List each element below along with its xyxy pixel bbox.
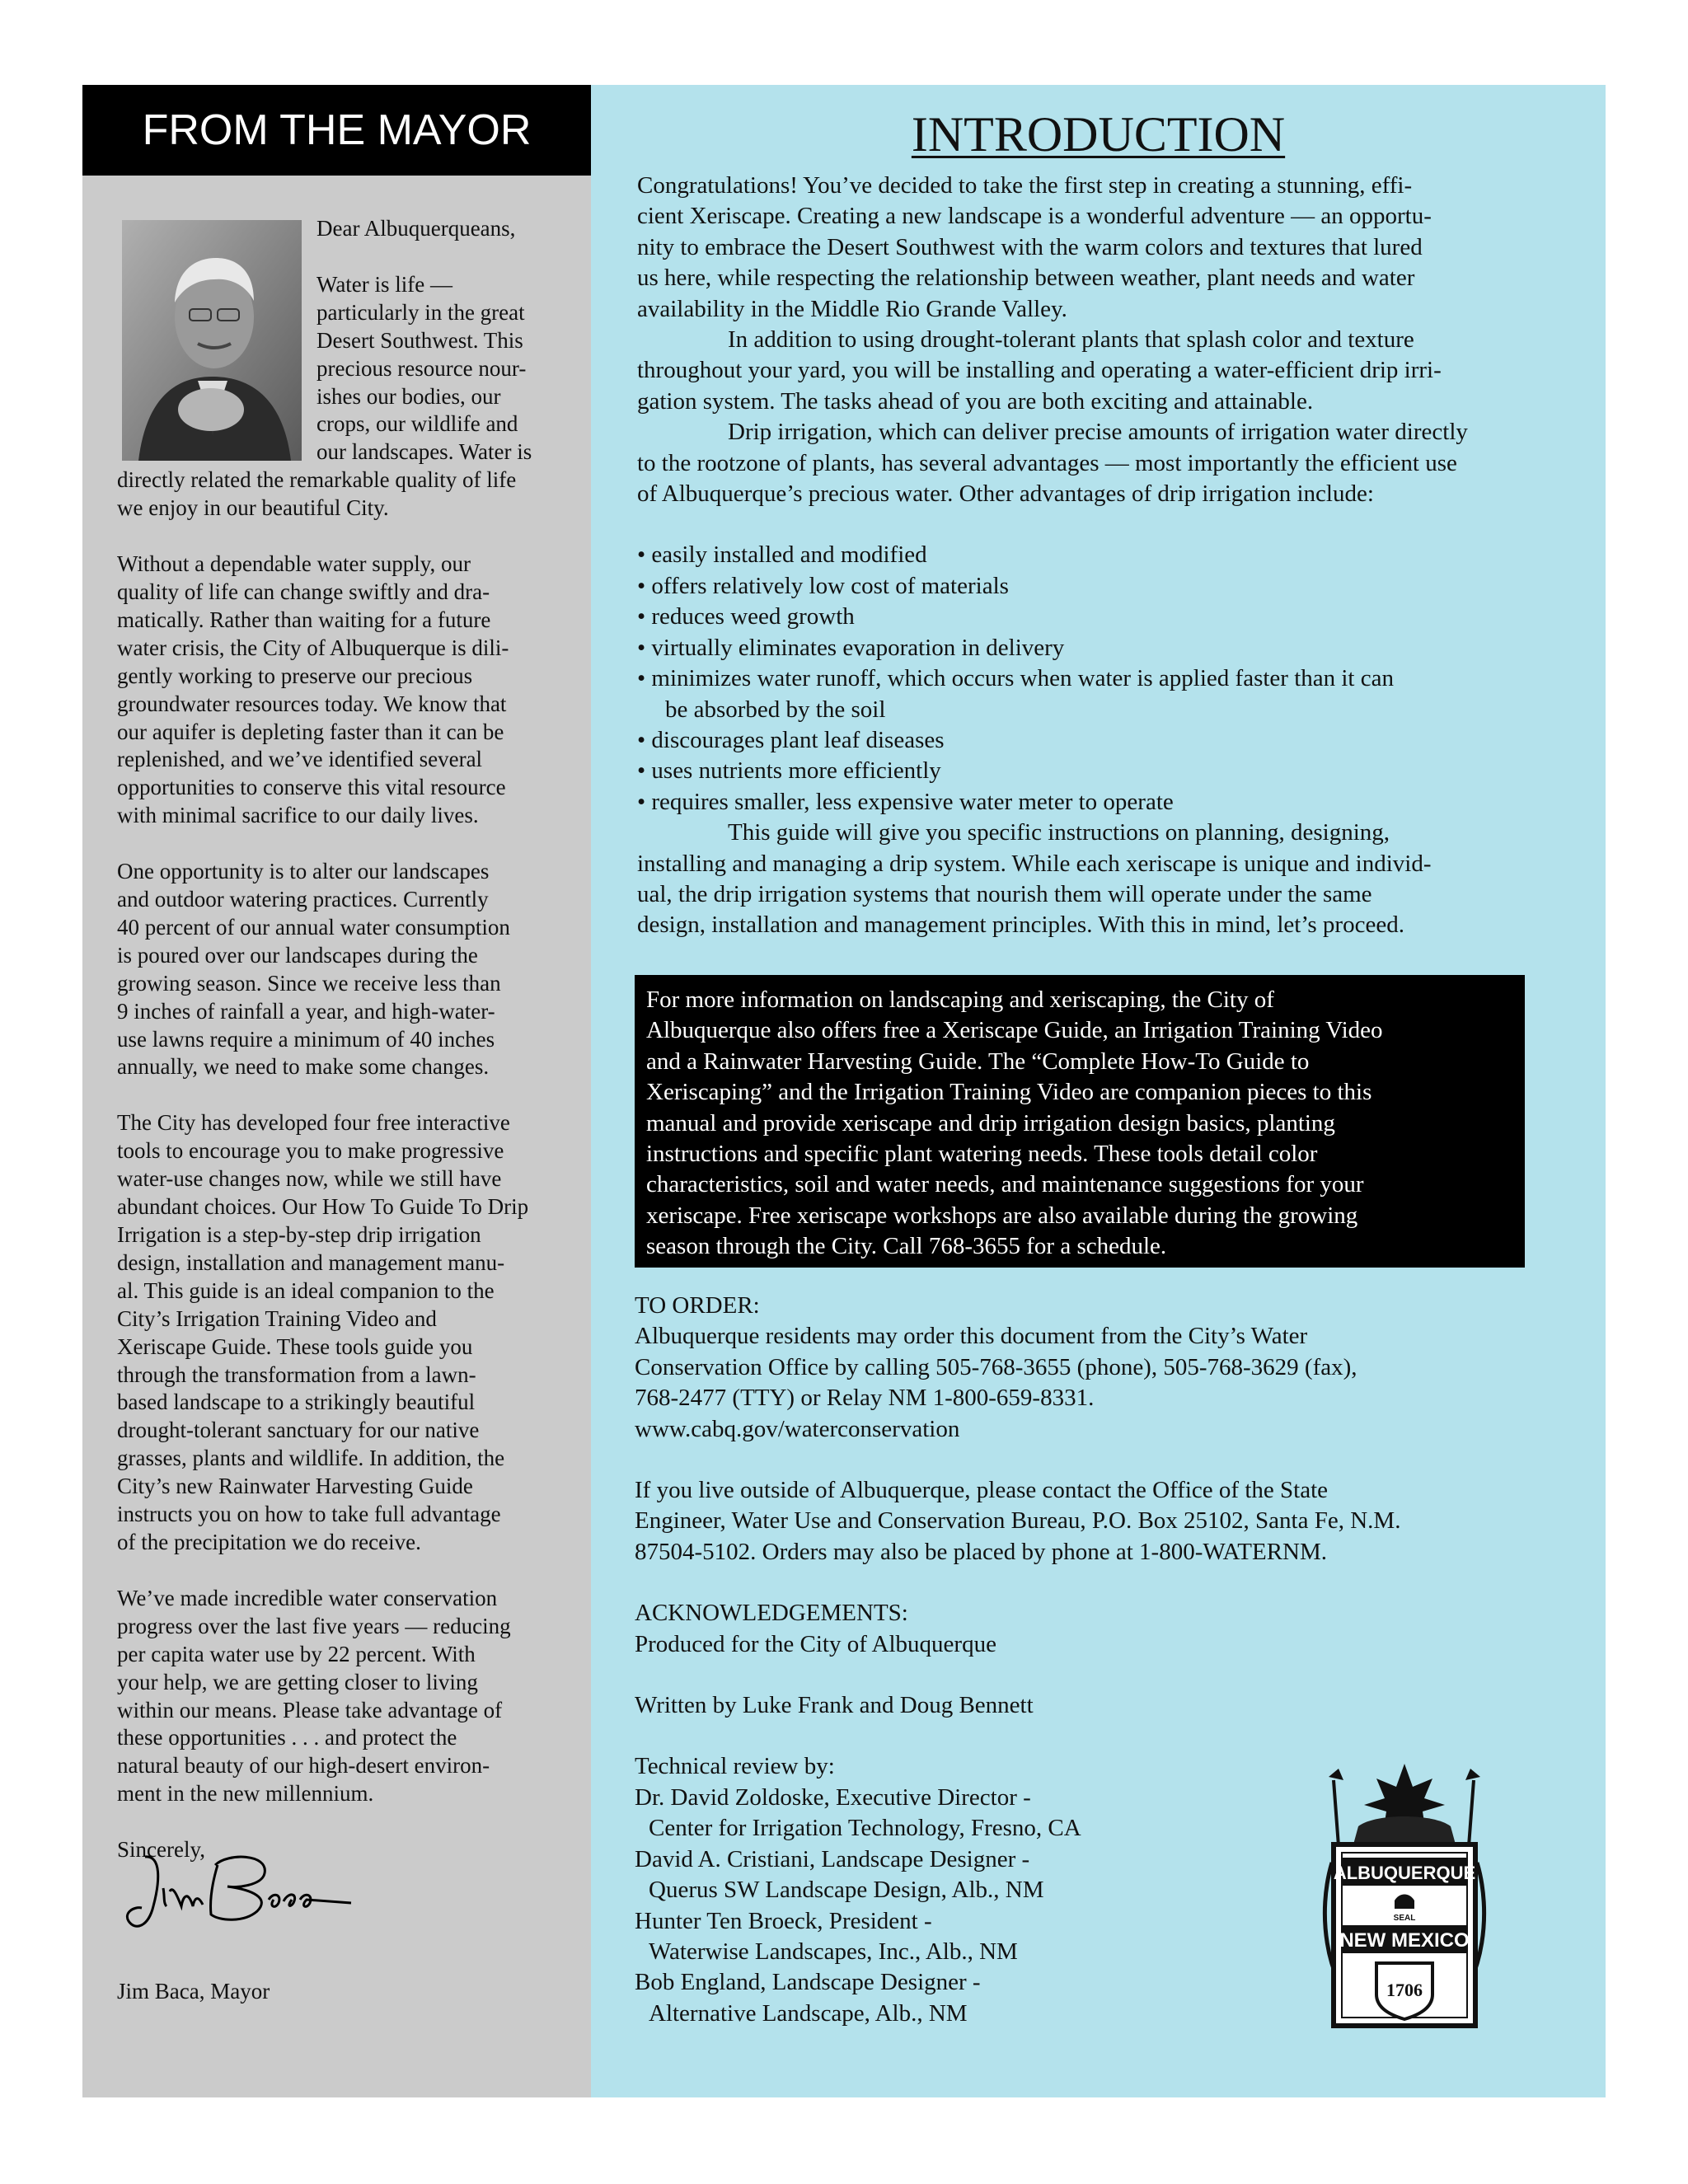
review-heading: Technical review by:	[635, 1753, 835, 1780]
reviewers-list: Dr. David Zoldoske, Executive Director - Center for Irrigation Technology, Fresno, CA David A. Cristiani, Landscape Designer - Querus SW Landscape Design, Alb., NM Hunter Ten Broeck, President - Waterwise Landscapes, Inc., Alb., NM Bob England, Landscape Designer - Alternative Landscape, Alb., NM	[635, 1783, 1081, 2027]
salutation: Dear Albuquerqueans,	[316, 216, 516, 241]
letter-paragraph-1: Water is life — particularly in the great Desert Southwest. This precious resource nour- ishes our bodies, our crops, our wildlife and our landscapes. Water is directly related the remarkable quality of life we enjoy in our beautiful City.	[117, 271, 532, 521]
order-heading: TO ORDER:	[635, 1292, 760, 1319]
list-item: • requires smaller, less expensive water meter to operate	[637, 788, 1174, 815]
mayor-column	[82, 85, 591, 2097]
list-item-continuation: be absorbed by the soil	[665, 696, 886, 723]
more-info-box: For more information on landscaping and xeriscaping, the City of Albuquerque also offers free a Xeriscape Guide, an Irrigation Training Video and a Rainwater Harvesting Guide. The “Complete How-To Guide to Xeriscaping” and the Irrigation Training Video are companion pieces to this manual and provide xeriscape and drip irrigation design basics, planting instructions and specific plant watering needs. These tools detail color characteristics, soil and water needs, and maintenance suggestions for your xeriscape. Free xeriscape workshops are also available during the growing season through the City. Call 768-3655 for a schedule.	[635, 975, 1525, 1268]
mayor-letter	[117, 215, 579, 1864]
list-item: • reduces weed growth	[637, 603, 855, 630]
introduction-column	[591, 85, 1606, 2097]
list-item: • offers relatively low cost of materials	[637, 572, 1009, 599]
mayor-header: FROM THE MAYOR	[82, 85, 591, 176]
intro-paragraph-1: Congratulations! You’ve decided to take the first step in creating a stunning, effi- cient Xeriscape. Creating a new landscape is a wonderful adventure — an opportu- nity to embrace the Desert Southwest with the warm colors and textures that lured us here, while respecting the relationship between weather, plant needs and water availability in the Middle Rio Grande Valley.	[637, 172, 1432, 322]
list-item: • easily installed and modified	[637, 541, 927, 569]
seal-text-top: ALBUQUERQUE	[1333, 1863, 1476, 1883]
intro-paragraph-2: In addition to using drought-tolerant plants that splash color and texture throughout your yard, you will be installing and operating a water-efficient drip irri- gation system. The tasks ahead of you are both exciting and attainable.	[637, 326, 1442, 415]
outside-albuquerque-info: If you live outside of Albuquerque, please contact the Office of the State Engineer, Water Use and Conservation Bureau, P.O. Box 25102, Santa Fe, N.M. 87504-5102. Orders may also be placed by phone at 1-800-WATERNM.	[635, 1477, 1401, 1565]
letter-paragraph-5: We’ve made incredible water conservation progress over the last five years — reducing per capita water use by 22 percent. With your help, we are getting closer to living within our means. Please take advantage of these opportunities . . . and protect the natural beauty of our high-desert environ- ment in the new millennium.	[117, 1585, 511, 1807]
advantages-list	[637, 540, 1585, 818]
intro-paragraph-3: Drip irrigation, which can deliver precise amounts of irrigation water directly to the rootzone of plants, has several advantages — most importantly the efficient use of Albuquerque’s precious water. Other advantages of drip irrigation include:	[637, 419, 1468, 508]
seal-text-middle: SEAL	[1393, 1914, 1416, 1923]
mayor-signature	[112, 1849, 359, 1939]
acknowledgements-heading: ACKNOWLEDGEMENTS:	[635, 1600, 908, 1627]
signature-name: Jim Baca, Mayor	[117, 1979, 270, 2004]
seal-year: 1706	[1386, 1980, 1423, 2000]
city-seal	[1309, 1747, 1500, 2044]
list-item: • discourages plant leaf diseases	[637, 726, 945, 753]
letter-paragraph-3: One opportunity is to alter our landscapes and outdoor watering practices. Currently 40 percent of our annual water consumption is poured over our landscapes during the growing season. Since we receive less than 9 inches of rainfall a year, and high-water- use lawns require a minimum of 40 inches annually, we need to make some changes.	[117, 859, 510, 1080]
list-item: • uses nutrients more efficiently	[637, 757, 941, 785]
introduction-title: INTRODUCTION	[911, 107, 1286, 162]
letter-paragraph-2: Without a dependable water supply, our quality of life can change swiftly and dra- matically. Rather than waiting for a future water crisis, the City of Albuquerque is dili- gently working to preserve our precious groundwater resources today. We know that our aquifer is depleting faster than it can be replenished, and we’ve identified several opportunities to conserve this vital resource with minimal sacrifice to our daily lives.	[117, 551, 509, 828]
order-url-link[interactable]: www.cabq.gov/waterconservation	[635, 1415, 960, 1442]
written-by: Written by Luke Frank and Doug Bennett	[635, 1692, 1034, 1719]
produced-for: Produced for the City of Albuquerque	[635, 1630, 996, 1657]
introduction-body	[637, 171, 1585, 941]
closing: Sincerely,	[117, 1837, 205, 1863]
list-item: • virtually eliminates evaporation in delivery	[637, 634, 1065, 661]
intro-paragraph-4: This guide will give you specific instructions on planning, designing, installing and managing a drip system. While each xeriscape is unique and individ- ual, the drip irrigation systems that nourish them will operate under the same design, installation and management principles. With this in mind, let’s proceed.	[637, 819, 1432, 939]
seal-text-bottom: NEW MEXICO	[1339, 1929, 1470, 1952]
order-details: Albuquerque residents may order this document from the City’s Water Conservation Office by calling 505-768-3655 (phone), 505-768-3629 (fax), 768-2477 (TTY) or Relay NM 1-800-659-8331.	[635, 1323, 1357, 1412]
list-item: • minimizes water runoff, which occurs when water is applied faster than it can	[637, 665, 1394, 692]
letter-paragraph-4: The City has developed four free interactive tools to encourage you to make progressive water-use changes now, while we still have abundant choices. Our How To Guide To Drip Irrigation is a step-by-step drip irrigation design, installation and management manu- al. This guide is an ideal companion to the City’s Irrigation Training Video and Xeriscape Guide. These tools guide you through the transformation from a lawn- based landscape to a strikingly beautiful drought-tolerant sanctuary for our native grasses, plants and wildlife. In addition, the City’s new Rainwater Harvesting Guide instructs you on how to take full advantage of the precipitation we do receive.	[117, 1110, 529, 1554]
